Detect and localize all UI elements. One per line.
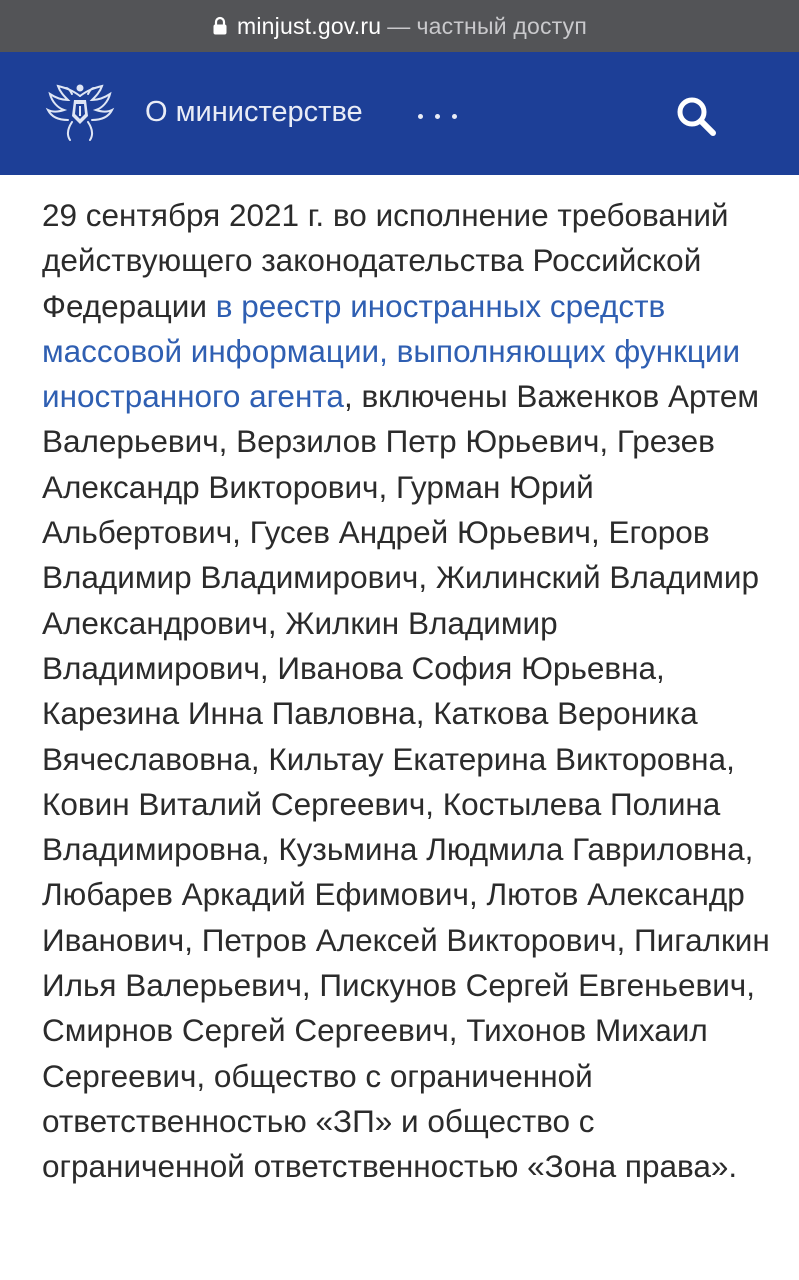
article-text: [42, 193, 772, 1190]
article-lead-text: 29 сентября 2021 г. во исполнение требований действующего законодательства Российской Федерации: [42, 197, 729, 324]
ellipsis-icon[interactable]: [416, 96, 460, 128]
double-headed-eagle-icon[interactable]: [44, 82, 116, 144]
lock-icon: [212, 15, 228, 35]
nav-link-about-ministry[interactable]: О министерстве: [145, 96, 363, 128]
browser-address-bar[interactable]: [0, 0, 799, 52]
access-label: частный доступ: [416, 12, 587, 39]
address-separator: —: [387, 12, 411, 39]
browser-domain: minjust.gov.ru: [236, 12, 382, 39]
article-body-text: , включены Важенков Артем Валерьевич, Верзилов Петр Юрьевич, Грезев Александр Викторович, Гурман Юрий Альбертович, Гусев Андрей Юрьевич, Егоров Владимир Владимирович, Жилинский Владимир Александрович, Жилкин Владимир Владимирович, Иванова София Юрьевна, Карезина Инна Павловна, Каткова Вероника Вячеславовна, Кильтау Екатерина Викторовна, Ковин Виталий Сергеевич, Костылева Полина Владимировна, Кузьмина Людмила Гавриловна, Любарев Аркадий Ефимович, Лютов Александр Иванович, Петров Алексей Викторович, Пигалкин Илья Валерьевич, Пискунов Сергей Евгеньевич, Смирнов Сергей Сергеевич, Тихонов Михаил Сергеевич, общество с ограниченной ответственностью «ЗП» и общество с ограниченной ответственностью «Зона права».: [42, 378, 770, 1185]
foreign-agent-registry-link[interactable]: в реестр иностранных средств массовой информации, выполняющих функции иностранного агента: [42, 287, 741, 415]
site-header: [0, 52, 799, 175]
search-icon[interactable]: [672, 92, 720, 140]
